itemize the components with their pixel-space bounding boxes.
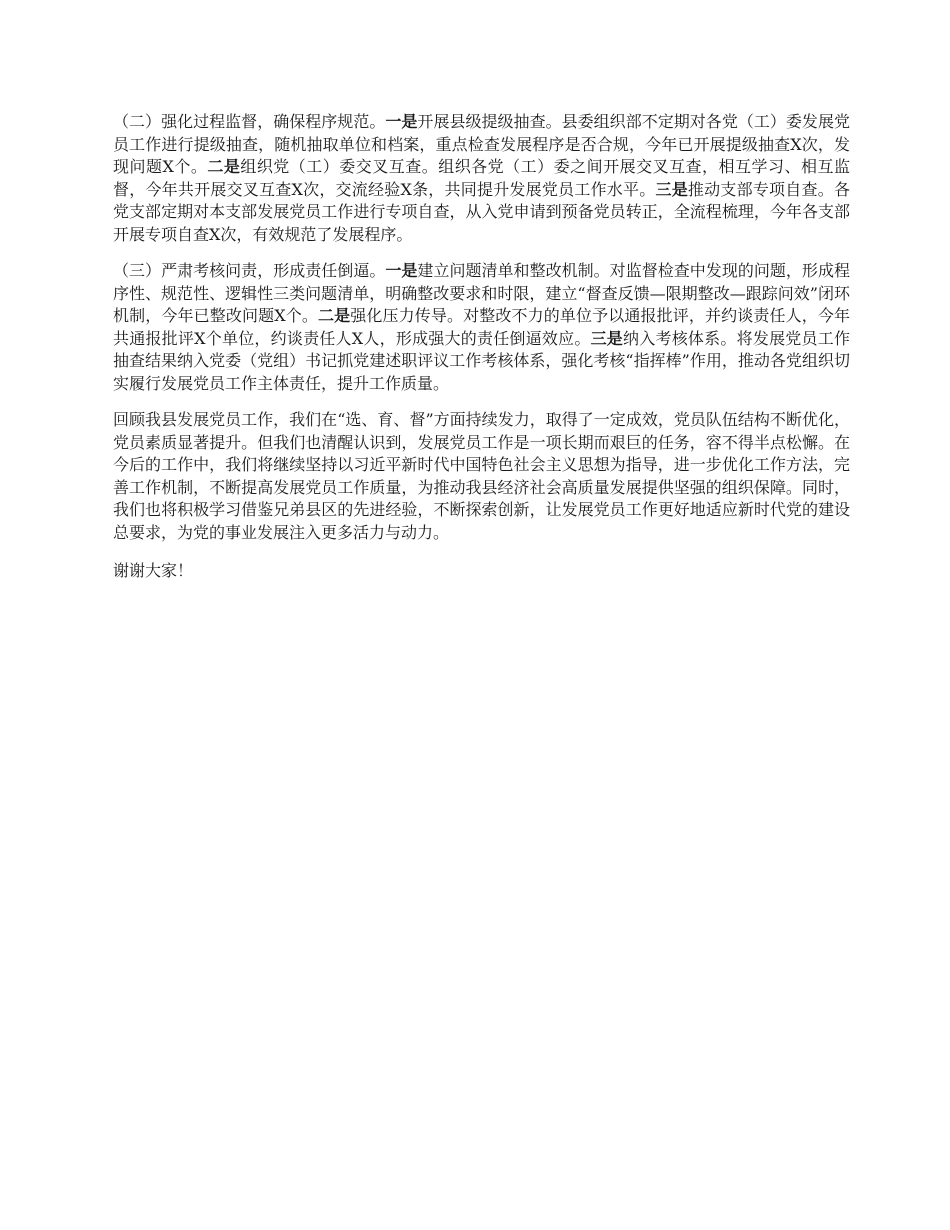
- paragraph-text: 纳入考核体系。将发展党员工作抽查结果纳入党委（党组）书记抓党建述职评议工作考核体系，强化考核“指挥棒”作用，推动各党组织切实履行发展党员工作主体责任，提升工作质量。: [113, 328, 850, 393]
- paragraph-text: 组织党（工）委交叉互查。组织各党（工）委之间开展交叉互查，相互学习、相互监督，今年共开展交叉互查X次，交流经验X条，共同提升发展党员工作水平。: [113, 157, 850, 199]
- closing-remark: 谢谢大家！: [113, 561, 194, 580]
- paragraph-text: 强化压力传导。对整改不力的单位予以通报批评，并约谈责任人，今年共通报批评X个单位，约谈责任人X人，形成强大的责任倒逼效应。: [113, 306, 850, 348]
- emphasis-second: 二是: [207, 157, 241, 176]
- paragraph-text: （二）强化过程监督，确保程序规范。: [113, 112, 386, 131]
- paragraph-text: 回顾我县发展党员工作，我们在“选、育、督”方面持续发力，取得了一定成效，党员队伍结构不断优化，党员素质显著提升。但我们也清醒认识到，发展党员工作是一项长期而艰巨的任务，容不得半点松懈。在今后的工作中，我们将继续坚持以习近平新时代中国特色社会主义思想为指导，进一步优化工作方法，完善工作机制，不断提高发展党员工作质量，为推动我县经济社会高质量发展提供坚强的组织保障。同时，我们也将积极学习借鉴兄弟县区的先进经验，不断探索创新，让发展党员工作更好地适应新时代党的建设总要求，为党的事业发展注入更多活力与动力。: [113, 410, 850, 542]
- paragraph-text: 开展县级提级抽查。县委组织部不定期对各党（工）委发展党员工作进行提级抽查，随机抽取单位和档案，重点检查发展程序是否合规，今年已开展提级抽查X次，发现问题X个。: [113, 112, 850, 176]
- emphasis-first: 一是: [385, 261, 418, 280]
- emphasis-second: 二是: [318, 306, 351, 325]
- paragraph-text: 推动支部专项自查。各党支部定期对本支部发展党员工作进行专项自查，从入党申请到预备党员转正，全流程梳理，今年各支部开展专项自查X次，有效规范了发展程序。: [113, 179, 850, 244]
- paragraph-review-outlook: [113, 409, 850, 544]
- paragraph-accountability: [113, 260, 850, 395]
- emphasis-third: 三是: [655, 179, 688, 199]
- paragraph-text: （三）严肃考核问责，形成责任倒逼。: [113, 261, 386, 280]
- emphasis-first: 一是: [385, 112, 418, 131]
- paragraph-process-supervision: [113, 111, 850, 246]
- paragraph-text: 建立问题清单和整改机制。对监督检查中发现的问题，形成程序性、规范性、逻辑性三类问题清单，明确整改要求和时限，建立“督查反馈—限期整改—跟踪问效”闭环机制，今年已整改问题X个。: [113, 261, 850, 325]
- document-page: [113, 111, 850, 597]
- emphasis-third: 三是: [590, 328, 624, 348]
